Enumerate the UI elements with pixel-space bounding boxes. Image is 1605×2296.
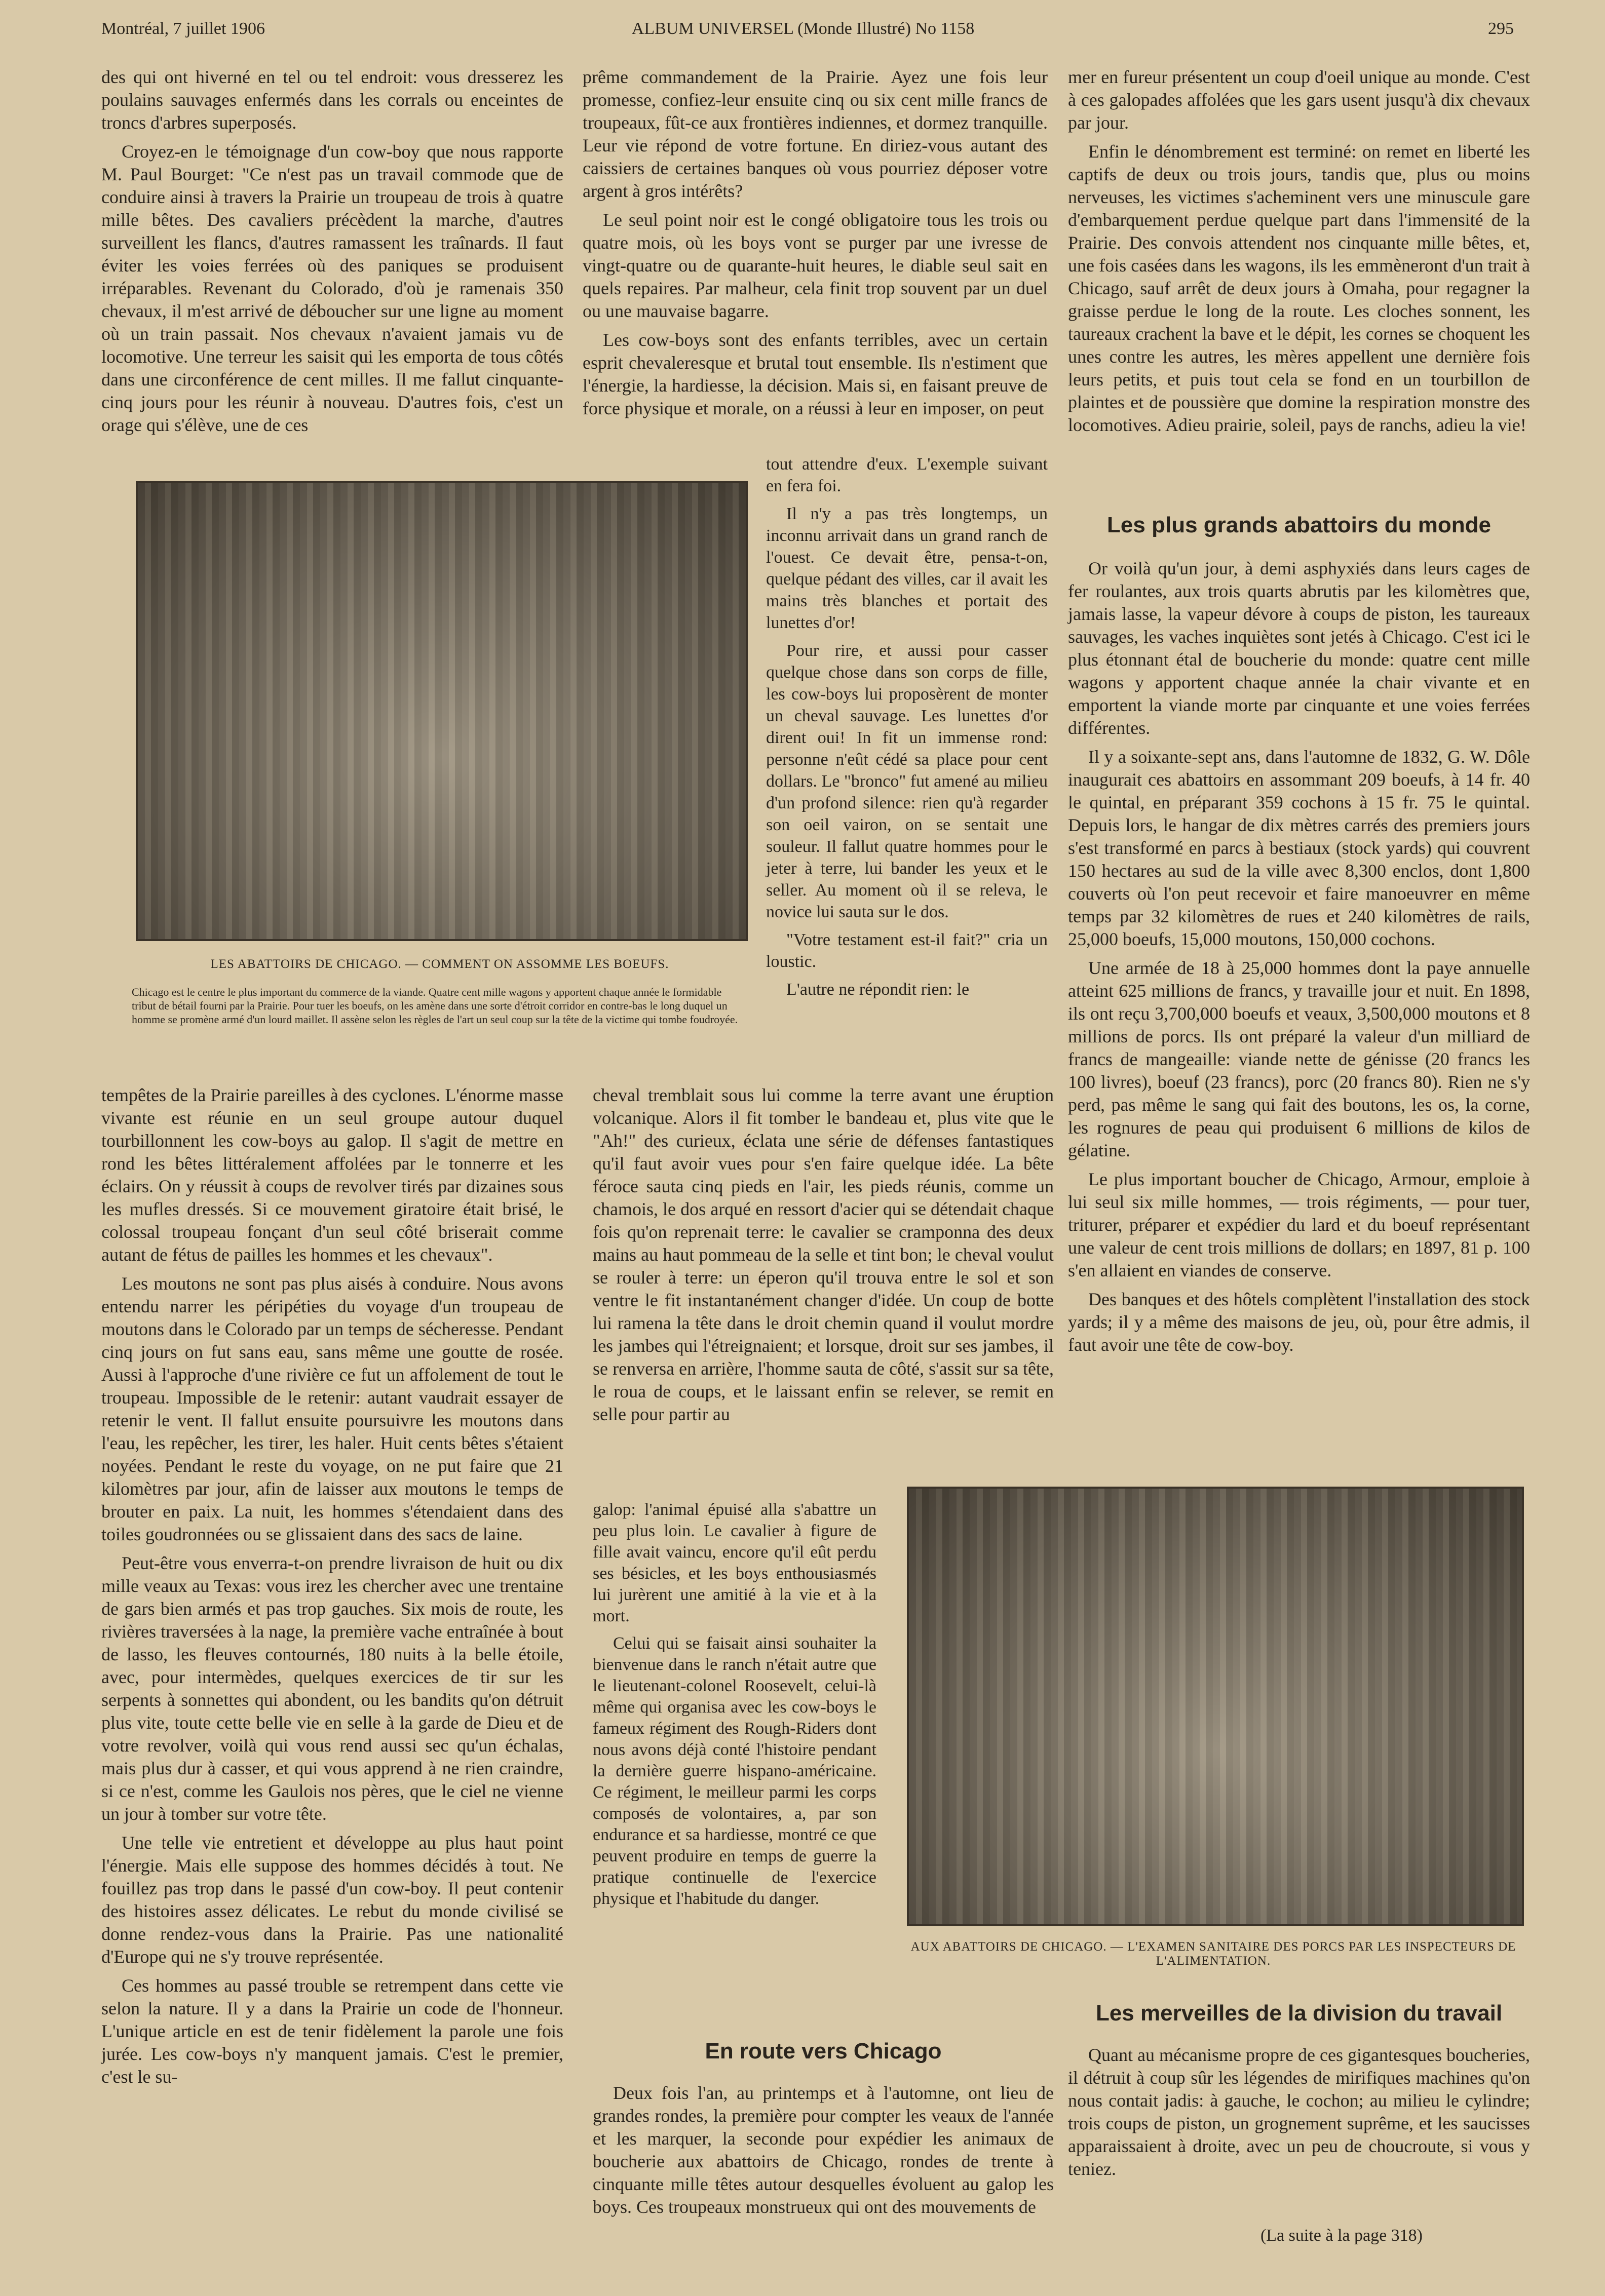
paragraph: Celui qui se faisait ainsi souhaiter la bienvenue dans le ranch n'était autre que le lieutenant-colonel Roosevelt, celui-là même qui organisa avec les cow-boys le fameux régiment des Rough-Riders dont nous avons déjà conté l'histoire pendant la dernière guerre hispano-américaine. Ce régiment, le meilleur parmi les corps composés de volontaires, a, par son endurance et sa hardiesse, montré ce que peuvent produire en temps de guerre la pratique continuelle de l'exercice physique et l'habitude du danger.	[593, 1634, 876, 1908]
continuation-note: (La suite à la page 318)	[1260, 2226, 1423, 2245]
paragraph: cheval tremblait sous lui comme la terre avant une éruption volcanique. Alors il fit tomber le bandeau et, plus vite que le "Ah!" des curieux, éclata une série de défenses fantastiques qu'il faut avoir vues pour s'en faire quelque idée. La bête féroce sauta cinq pieds en l'air, les pieds réunis, comme un chamois, le dos arqué en ressort d'acier qui se détendait chaque fois qu'on reprenait terre: le cavalier se cramponna des deux mains au haut pommeau de la selle et tint bon; le cheval voulut se rouler à terre: un éperon qu'il trouva entre le sol et son ventre le fit instantanément changer d'idée. Un coup de botte lui ramena la tête dans le droit chemin quand il voulut mordre les jambes qui l'étreignaient; et lorsque, droit sur ses jambes, il se renversa en arrière, l'homme sauta de côté, s'assit sur sa tête, le roua de coups, et le laissant enfin se relever, se remit en selle pour partir au	[593, 1085, 1054, 1424]
photo2-caption: AUX ABATTOIRS DE CHICAGO. — L'EXAMEN SANITAIRE DES PORCS PAR LES INSPECTEURS DE L'ALIMENTATION.	[910, 1940, 1516, 1968]
paragraph: tempêtes de la Prairie pareilles à des cyclones. L'énorme masse vivante est réunie en un seul groupe autour duquel tourbillonnent les cow-boys au galop. Il s'agit de mettre en rond les bêtes littéralement affolées par le tonnerre et les éclairs. On y réussit à coups de revolver tirés par dizaines sous les mufles dressés. Si ce mouvement giratoire était brisé, le colossal troupeau fonçant d'un seul côté briserait comme autant de fétus de pailles les hommes et les chevaux".	[101, 1085, 563, 1265]
col3-bottom	[1068, 2044, 1530, 2187]
paragraph: galop: l'animal épuisé alla s'abattre un peu plus loin. Le cavalier à figure de fille avait vaincu, encore qu'il eût perdu ses bésicles, et les boys enthousiasmés lui jurèrent une amitié à la vie et à la mort.	[593, 1500, 876, 1625]
paragraph: Quant au mécanisme propre de ces gigantesques boucheries, il détruit à coup sûr les légendes de mirifiques machines qu'on nous contait jadis: à gauche, le cochon; au milieu le cylindre; trois coups de piston, un grognement suprême, et les saucisses apparaissaient à droite, avec un peu de choucroute, si vous y teniez.	[1068, 2045, 1530, 2179]
heading-route: En route vers Chicago	[705, 2039, 942, 2064]
paragraph: Le plus important boucher de Chicago, Armour, emploie à lui seul six mille hommes, — trois régiments, — pour tuer, triturer, préparer et expédier du lard et du boeuf représentant une valeur de cent trois millions de dollars; en 1897, 81 p. 100 s'en allaient en viandes de conserve.	[1068, 1169, 1530, 1280]
paragraph: Ces hommes au passé trouble se retrempent dans cette vie selon la nature. Il y a dans la Prairie un code de l'honneur. L'unique article en est de tenir fidèlement la parole une fois jurée. Les cow-boys n'y manquent jamais. C'est le premier, c'est le su-	[101, 1975, 563, 2087]
paragraph: des qui ont hiverné en tel ou tel endroit: vous dresserez les poulains sauvages enfermés dans les corrals ou enceintes de troncs d'arbres superposés.	[101, 67, 563, 133]
paragraph: Or voilà qu'un jour, à demi asphyxiés dans leurs cages de fer roulantes, aux trois quarts abrutis par les kilomètres que, jamais lasse, la vapeur dévore à coups de piston, les taureaux sauvages, les vaches inquiètes sont jetés à Chicago. C'est ici le plus étonnant étal de boucherie du monde: quatre cent mille wagons y apportent chaque année la chair vivante et en emportent la viande morte par cinquante et une voies ferrées différentes.	[1068, 558, 1530, 738]
slaughterhouse-photo	[136, 481, 748, 941]
paragraph: Il n'y a pas très longtemps, un inconnu arrivait dans un grand ranch de l'ouest. Ce devait être, pensa-t-on, quelque pédant des villes, car il avait les mains très blanches et portait des lunettes d'or!	[766, 504, 1048, 632]
heading-merveilles: Les merveilles de la division du travail	[1095, 2001, 1503, 2026]
col2-right	[766, 453, 1048, 1006]
col2-final	[593, 2082, 1054, 2225]
paragraph: Il y a soixante-sept ans, dans l'automne de 1832, G. W. Dôle inaugurait ces abattoirs en assommant 209 boeufs, à 14 fr. 40 le quintal, en préparant 359 cochons à 15 fr. 75 le quintal. Depuis lors, le hangar de dix mètres carrés des premiers jours s'est transformé en parcs à bestiaux (stock yards) qui couvrent 150 hectares au sud de la ville avec 8,300 enclos, dont 1,800 couverts où l'on peut recevoir et faire manoeuvrer en même temps par 32 kilomètres de rues et 240 kilomètres de rails, 25,000 boeufs, 15,000 moutons, 150,000 cochons.	[1068, 747, 1530, 949]
paragraph: Les cow-boys sont des enfants terribles, avec un certain esprit chevaleresque et brutal tout ensemble. Ils n'estiment que l'énergie, la hardiesse, la décision. Mais si, en faisant preuve de force physique et morale, on a réussi à leur en imposer, on peut	[583, 330, 1048, 418]
paragraph: mer en fureur présentent un coup d'oeil unique au monde. C'est à ces galopades affolées que les gars usent jusqu'à dix chevaux par jour.	[1068, 67, 1530, 133]
photo1-note: Chicago est le centre le plus important du commerce de la viande. Quatre cent mille wagons y apportent chaque année le formidable tribut de bétail fourni par la Prairie. Pour tuer les boeufs, on les amène dans une sorte d'étroit corridor en contre-bas le long duquel un homme se promène armé d'un lourd maillet. Il assène selon les règles de l'art un seul coup sur la tête de la victime qui tombe foudroyée.	[132, 986, 738, 1026]
col3-mid	[1068, 557, 1530, 1363]
photo1-caption: LES ABATTOIRS DE CHICAGO. — COMMENT ON ASSOMME LES BOEUFS.	[210, 957, 669, 971]
paragraph: prême commandement de la Prairie. Ayez une fois leur promesse, confiez-leur ensuite cinq ou six cent mille francs de troupeaux, fût-ce aux frontières indiennes, et dormez tranquille. Leur vie répond de votre fortune. En diriez-vous autant des caissiers de certaines banques où vous pourriez déposer votre argent à gros intérêts?	[583, 67, 1048, 201]
paragraph: Pour rire, et aussi pour casser quelque chose dans son corps de fille, les cow-boys lui proposèrent de monter un cheval sauvage. Les lunettes d'or dirent oui! In fit un immense rond: personne n'eût cédé sa place pour cent dollars. Le "bronco" fut amené au milieu d'un profond silence: rien qu'à regarder son oeil vairon, on se sentait une souleur. Il fallut quatre hommes pour le jeter à terre, lui bander les yeux et le seller. Au moment où il se releva, le novice lui sauta sur le dos.	[766, 641, 1048, 921]
col1-top	[101, 66, 563, 443]
heading-abattoirs: Les plus grands abattoirs du monde	[1107, 513, 1491, 537]
paragraph: Une armée de 18 à 25,000 hommes dont la paye annuelle atteint 625 millions de francs, y travaille jour et nuit. En 1898, ils ont reçu 3,700,000 boeufs et veaux, 3,500,000 moutons et 8 millions de porcs. Ils ont préparé la valeur d'un milliard de francs de mangeaille: viande nette de génisse (20 francs les 100 livres), boeuf (23 francs), porc (20 francs 80). Rien ne s'y perd, pas même le sang qui fait des boutons, les os, la corne, les rognures de peau qui produisent 6 millions de kilos de gélatine.	[1068, 958, 1530, 1160]
paragraph: L'autre ne répondit rien: le	[786, 980, 970, 999]
col2-narrow	[593, 1499, 876, 1916]
page-number: 295	[1488, 19, 1514, 38]
paragraph: Une telle vie entretient et développe au plus haut point l'énergie. Mais elle suppose des hommes décidés à tout. Ne fouillez pas trop dans le passé d'un cow-boy. Il peut contenir des histoires assez délicates. Le rebut du monde civilisé se donne rendez-vous dans la Prairie. Pas une nationalité d'Europe qui ne s'y trouve représentée.	[101, 1833, 563, 1967]
header-date: Montréal, 7 juillet 1906	[101, 19, 265, 38]
paragraph: Des banques et des hôtels complètent l'installation des stock yards; il y a même des maisons de jeu, où, pour être admis, il faut avoir une tête de cow-boy.	[1068, 1289, 1530, 1355]
paragraph: Enfin le dénombrement est terminé: on remet en liberté les captifs de deux ou trois jours, tandis que, plus ou moins nerveuses, les victimes s'acheminent vers une minuscule gare d'embarquement perdue quelque part dans l'immensité de la Prairie. Des convois attendent nos cinquante mille bêtes, et, une fois casées dans les wagons, ils les emmèneront d'un trait à Chicago, sauf arrêt de deux jours à Omaha, pour regagner la graisse perdue le long de la route. Les cloches sonnent, les taureaux crachent la bave et le dépit, les cornes se choquent les unes contre les autres, les mères appellent une dernière fois leurs petits, et puis tout cela se fond en un tourbillon de plaintes et de poussière que domine la respiration monstre des locomotives. Adieu prairie, soleil, pays de ranchs, adieu la vie!	[1068, 141, 1530, 435]
paragraph: Deux fois l'an, au printemps et à l'automne, ont lieu de grandes rondes, la première pour compter les veaux de l'année et les marquer, la seconde pour expédier les animaux de boucherie aux abattoirs de Chicago, rondes de trente à cinquante mille têtes autour desquelles évoluent au galop les boys. Ces troupeaux monstrueux qui ont des mouvements de	[593, 2083, 1054, 2217]
col1-bottom	[101, 1084, 563, 2094]
paragraph: tout attendre d'eux. L'exemple suivant en fera foi.	[766, 455, 1048, 495]
paragraph: Les moutons ne sont pas plus aisés à conduire. Nous avons entendu narrer les péripéties du voyage d'un troupeau de moutons dans le Colorado par un temps de sécheresse. Pendant cinq jours on fut sans eau, sans même une goutte de rosée. Aussi à l'approche d'une rivière ce fut un affolement de tout le troupeau. Impossible de le retenir: autant vaudrait essayer de retenir le vent. Il fallut ensuite poursuivre les moutons dans l'eau, les repêcher, les tirer, les haler. Huit cents bêtes s'étaient noyées. Pendant le reste du voyage, on ne put faire que 21 kilomètres par jour, afin de laisser aux moutons le temps de brouter en paix. La nuit, les hommes s'étendaient dans des toiles goudronnées ou se glissaient dans des sacs de laine.	[101, 1273, 563, 1544]
paragraph: "Votre testament est-il fait?" cria un loustic.	[766, 930, 1048, 971]
col2-top	[583, 66, 1048, 426]
paragraph: Croyez-en le témoignage d'un cow-boy que nous rapporte M. Paul Bourget: "Ce n'est pas un travail commode que de conduire ainsi à travers la Prairie un troupeau de trois à quatre mille bêtes. Des cavaliers précèdent la marche, d'autres surveillent les flancs, d'autres ramassent les traînards. Il faut éviter les voies ferrées où des paniques se produisent irréparables. Revenant du Colorado, d'où je ramenais 350 chevaux, il m'est arrivé de déboucher sur une ligne au moment où un train passait. Nos chevaux n'avaient jamais vu de locomotive. Une terreur les saisit qui les emporta de tous côtés dans une circonférence de cent milles. Il me fallut cinquante-cinq jours pour les réunir à nouveau. D'autres fois, c'est un orage qui s'élève, une de ces	[101, 141, 563, 435]
col2-bottom	[593, 1084, 1054, 1432]
paragraph: Le seul point noir est le congé obligatoire tous les trois ou quatre mois, où les boys vont se purger par une ivresse de vingt-quatre ou de quarante-huit heures, le diable seul sait en quels repaires. Par malheur, cela finit trop souvent par un duel ou une mauvaise bagarre.	[583, 210, 1048, 321]
inspection-photo	[907, 1487, 1524, 1926]
paragraph: Peut-être vous enverra-t-on prendre livraison de huit ou dix mille veaux au Texas: vous irez les chercher avec une trentaine de gars bien armés et pas trop gauches. Six mois de route, les rivières traversées à la nage, la première vache entraînée à bout de lasso, les fleuves contournés, 180 nuits à la belle étoile, avec, pour intermèdes, quelques exercices de tir sur les serpents à sonnettes qui abondent, ou les bandits qu'on détruit plus vite, toute cette belle vie en selle à la garde de Dieu et de votre revolver, voilà qui vous rend aussi sec qu'un échalas, mais plus dur à casser, et qui vous apprend à ne rien craindre, si ce n'est, comme les Gaulois nos pères, que le ciel ne vienne un jour à tomber sur votre tête.	[101, 1553, 563, 1824]
col3-top	[1068, 66, 1530, 443]
header-title: ALBUM UNIVERSEL (Monde Illustré) No 1158	[631, 19, 975, 38]
